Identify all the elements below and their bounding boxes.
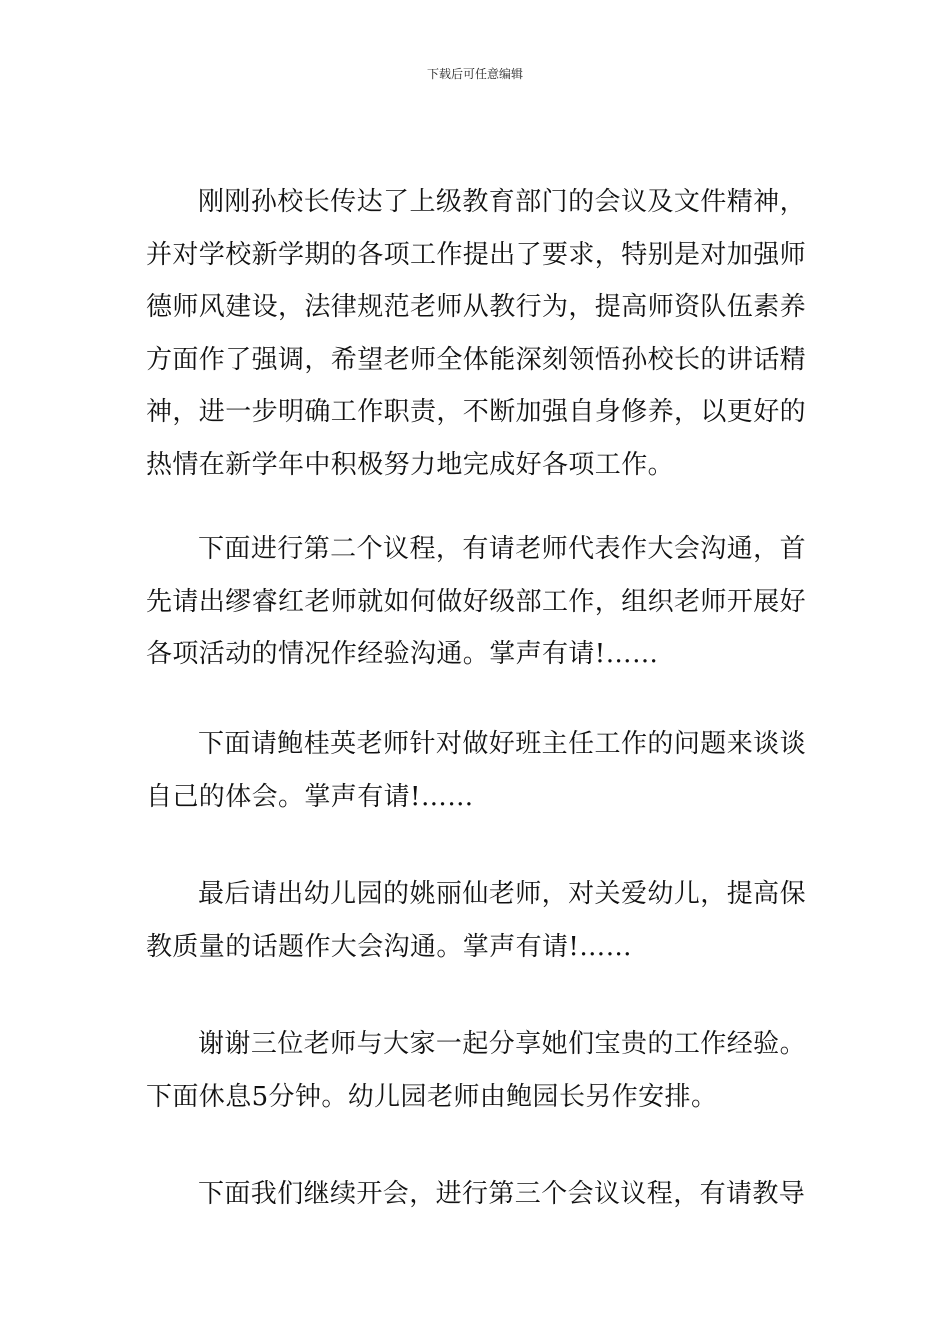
paragraph-6: 下面我们继续开会，进行第三个会议议程，有请教导 xyxy=(198,1179,806,1209)
paragraph-5: 谢谢三位老师与大家一起分享她们宝贵的工作经验。下面休息5分钟。幼儿园老师由鲍园长另作安排。 xyxy=(146,1029,806,1112)
paragraph-2: 下面进行第二个议程，有请老师代表作大会沟通，首先请出缪睿红老师就如何做好级部工作，组织老师开展好各项活动的情况作经验沟通。掌声有请!…… xyxy=(146,534,807,669)
paragraph-4: 最后请出幼儿园的姚丽仙老师，对关爱幼儿，提高保教质量的话题作大会沟通。掌声有请!…… xyxy=(146,879,806,962)
paragraph-3: 下面请鲍桂英老师针对做好班主任工作的问题来谈谈自己的体会。掌声有请!…… xyxy=(146,729,806,812)
header-note: 下载后可任意编辑 xyxy=(426,67,523,81)
paragraph-1: 刚刚孙校长传达了上级教育部门的会议及文件精神，并对学校新学期的各项工作提出了要求，特别是对加强师德师风建设，法律规范老师从教行为，提高师资队伍素养方面作了强调，希望老师全体能深刻领悟孙校长的讲话精神，进一步明确工作职责，不断加强自身修养，以更好的热情在新学年中积极努力地完成好各项工作。 xyxy=(146,187,807,480)
